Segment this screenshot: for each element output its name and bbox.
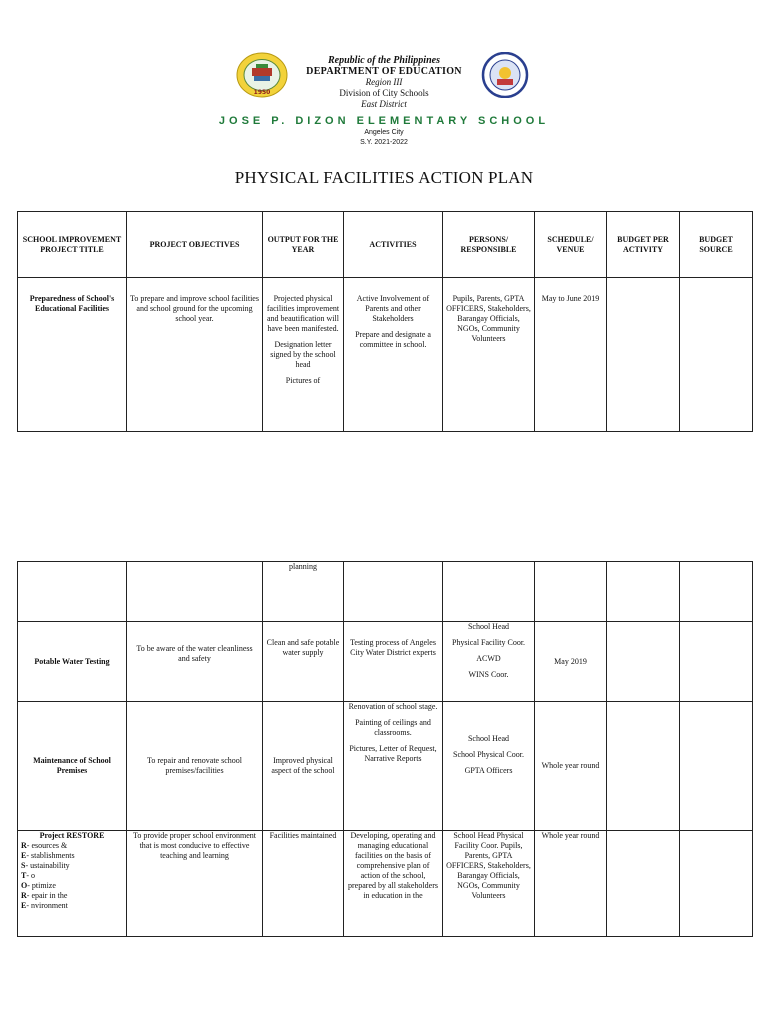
output-line: Projected physical facilities improvement and beautification will have been manifested.	[266, 294, 340, 333]
empty-cell	[607, 702, 680, 831]
acronym-word: - nvironment	[26, 901, 68, 910]
division-line: Division of City Schools	[339, 88, 429, 98]
table-row	[18, 278, 753, 432]
acronym-line	[21, 871, 123, 881]
acronym-letter: R	[21, 841, 27, 850]
school-year-line: S.Y. 2021-2022	[360, 139, 408, 146]
empty-cell	[443, 562, 535, 622]
acronym-line	[21, 891, 123, 901]
city-line: Angeles City	[364, 129, 404, 136]
person-line: ACWD	[476, 654, 501, 663]
acronym-word: - stablishments	[26, 851, 75, 860]
person-line: Physical Facility Coor.	[451, 638, 526, 647]
project-output: Improved physical aspect of the school	[263, 702, 344, 831]
col-header-persons: PERSONS/ RESPONSIBLE	[443, 212, 535, 278]
acronym-letter: S	[21, 861, 26, 870]
activity-line: Prepare and designate a committee in school.	[355, 330, 431, 349]
project-persons: Pupils, Parents, GPTA OFFICERS, Stakeholders, Barangay Officials, NGOs, Community Volunteers	[443, 278, 535, 432]
action-plan-table-page1	[17, 211, 753, 432]
person-line: GPTA Officers	[464, 766, 513, 775]
table-row	[18, 831, 753, 937]
acronym-letter: E	[21, 901, 27, 910]
empty-cell	[18, 562, 127, 622]
empty-cell	[607, 562, 680, 622]
logo-year: 1950	[253, 89, 271, 96]
acronym-word: - ptimize	[27, 881, 56, 890]
empty-cell	[680, 562, 753, 622]
project-persons: School Head Physical Facility Coor. Pupils, Parents, GPTA OFFICERS, Stakeholders, Barangay Officials, NGOs, Community Volunteers	[443, 831, 535, 937]
project-title: Potable Water Testing	[18, 622, 127, 702]
acronym-word: - epair in the	[26, 891, 68, 900]
project-title: Project RESTORE	[39, 831, 105, 840]
col-header-schedule: SCHEDULE/ VENUE	[535, 212, 607, 278]
empty-cell	[680, 831, 753, 937]
project-title: Maintenance of School Premises	[18, 702, 127, 831]
output-line: Pictures of	[285, 376, 321, 385]
acronym-word: - o	[26, 871, 36, 880]
person-line: WINS Coor.	[468, 670, 509, 679]
activity-line: Active Involvement of Parents and other Stakeholders	[356, 294, 430, 323]
person-line: School Physical Coor.	[453, 750, 524, 759]
department-line: DEPARTMENT OF EDUCATION	[306, 66, 462, 77]
col-header-budget: BUDGET PER ACTIVITY	[607, 212, 680, 278]
project-output: Clean and safe potable water supply	[263, 622, 344, 702]
project-source	[680, 278, 753, 432]
letterhead	[0, 55, 768, 148]
project-persons	[443, 622, 535, 702]
school-name: JOSE P. DIZON ELEMENTARY SCHOOL	[218, 115, 550, 127]
acronym-letter: E	[21, 851, 27, 860]
col-header-objectives: PROJECT OBJECTIVES	[127, 212, 263, 278]
acronym-line	[21, 851, 123, 861]
project-activities	[344, 702, 443, 831]
acronym-word: - esources &	[26, 841, 68, 850]
person-line: School Head	[467, 734, 510, 743]
acronym-line	[21, 901, 123, 911]
acronym-line	[21, 841, 123, 851]
project-activities	[344, 278, 443, 432]
table-row	[18, 562, 753, 622]
project-budget	[607, 278, 680, 432]
empty-cell	[607, 831, 680, 937]
empty-cell	[680, 622, 753, 702]
acronym-letter: O	[21, 881, 28, 890]
project-activities: Testing process of Angeles City Water District experts	[344, 622, 443, 702]
project-schedule: Whole year round	[535, 702, 607, 831]
district-line: East District	[361, 99, 407, 109]
empty-cell	[535, 562, 607, 622]
document-title: PHYSICAL FACILITIES ACTION PLAN	[234, 168, 534, 187]
output-line: Designation letter signed by the school head	[270, 340, 336, 369]
person-line: School Head	[467, 622, 510, 631]
project-output	[263, 278, 344, 432]
empty-cell	[344, 562, 443, 622]
project-objective: To repair and renovate school premises/facilities	[127, 702, 263, 831]
header-row	[18, 212, 753, 278]
acronym-letter: T	[21, 871, 27, 880]
col-header-output: OUTPUT FOR THE YEAR	[263, 212, 344, 278]
project-schedule: Whole year round	[535, 831, 607, 937]
project-persons	[443, 702, 535, 831]
region-line: Region III	[365, 77, 403, 87]
empty-cell	[607, 622, 680, 702]
project-title: Preparedness of School's Educational Facilities	[18, 278, 127, 432]
project-title-cell	[18, 831, 127, 937]
project-schedule: May to June 2019	[535, 278, 607, 432]
activity-line: Painting of ceilings and classrooms.	[355, 718, 431, 737]
acronym-line	[21, 861, 123, 871]
col-header-activities: ACTIVITIES	[344, 212, 443, 278]
acronym-word: - ustainability	[25, 861, 70, 870]
empty-cell	[680, 702, 753, 831]
project-schedule: May 2019	[535, 622, 607, 702]
col-header-title: SCHOOL IMPROVEMENT PROJECT TITLE	[18, 212, 127, 278]
activity-line: Pictures, Letter of Request, Narrative Reports	[349, 744, 437, 763]
acronym-line	[21, 881, 123, 891]
acronym-letter: R	[21, 891, 27, 900]
table-row	[18, 622, 753, 702]
project-output: Facilities maintained	[263, 831, 344, 937]
table-row	[18, 702, 753, 831]
republic-line: Republic of the Philippines	[328, 55, 440, 66]
project-objective: To prepare and improve school facilities and school ground for the upcoming school year.	[127, 278, 263, 432]
project-output: planning	[263, 562, 344, 622]
activity-line: Renovation of school stage.	[348, 702, 438, 711]
empty-cell	[127, 562, 263, 622]
restore-acronym	[21, 841, 123, 911]
project-activities: Developing, operating and managing educational facilities on the basis of comprehensive plan of action of the school, prepared by all stakeholders in education in the	[344, 831, 443, 937]
col-header-source: BUDGET SOURCE	[680, 212, 753, 278]
project-objective: To be aware of the water cleanliness and safety	[127, 622, 263, 702]
action-plan-table-page2	[17, 561, 753, 937]
project-objective: To provide proper school environment that is most conducive to effective teaching and learning	[127, 831, 263, 937]
